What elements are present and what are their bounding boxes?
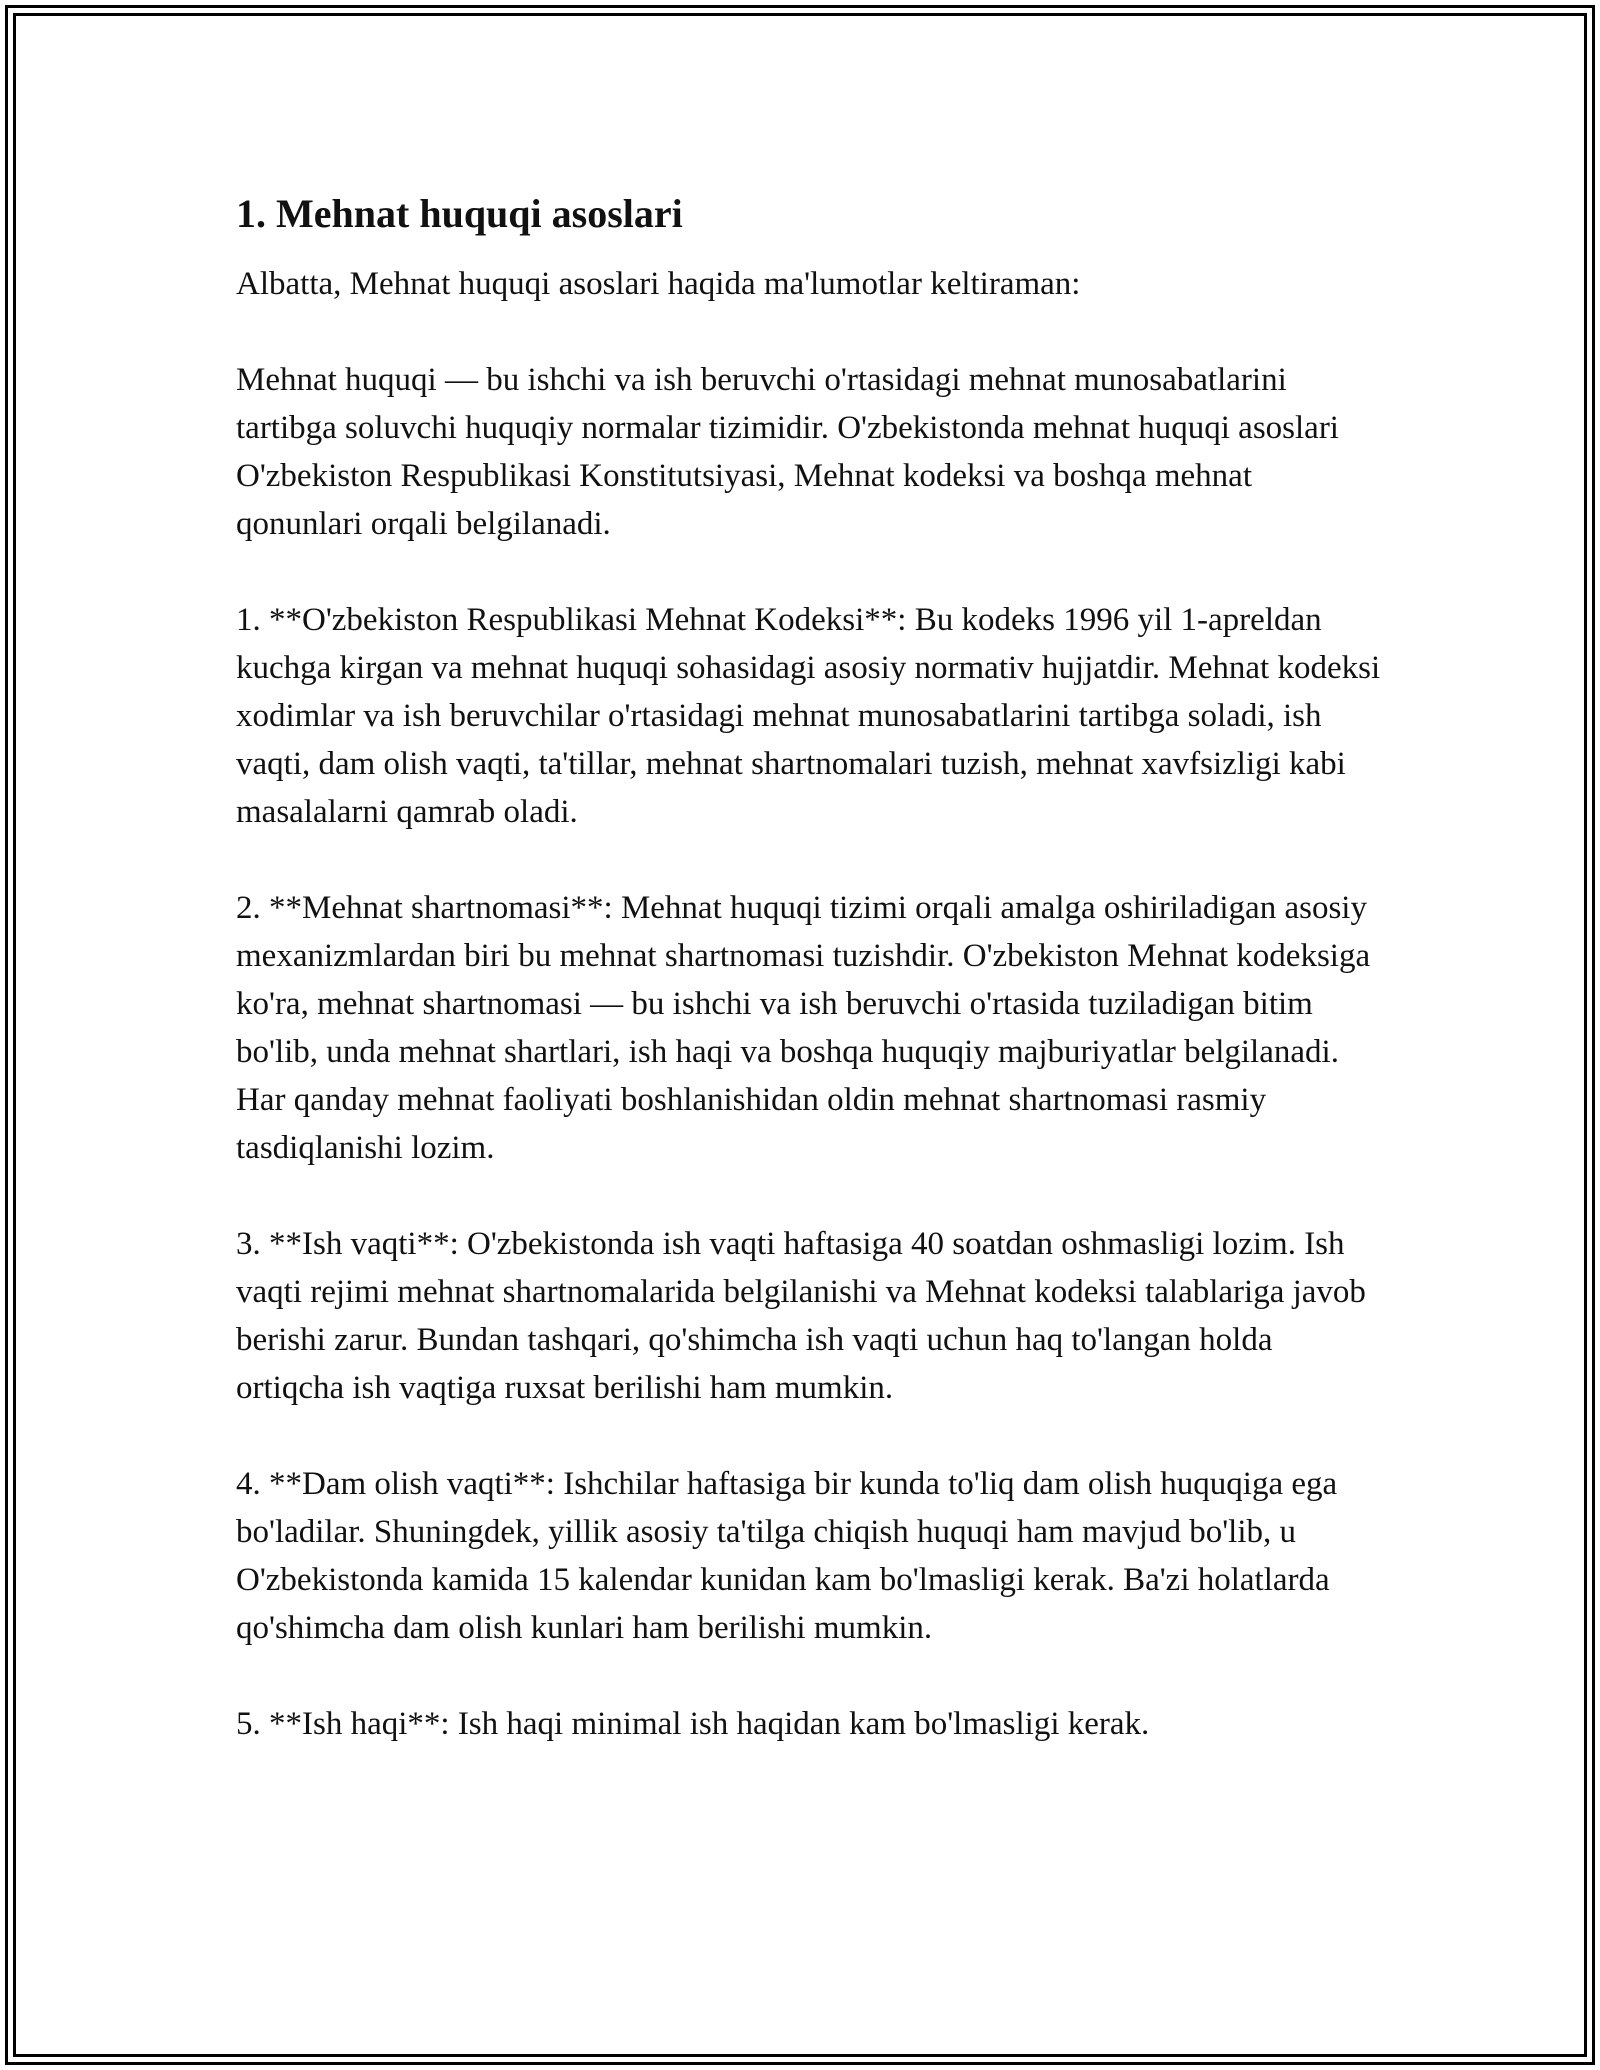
list-item-labor-code: 1. **O'zbekiston Respublikasi Mehnat Kodeksi**: Bu kodeks 1996 yil 1-apreldan kuchga kirgan va mehnat huquqi sohasidagi asosiy normativ hujjatdir. Mehnat kodeksi xodimlar va ish beruvchilar o'rtasidagi mehnat munosabatlarini tartibga soladi, ish vaqti, dam olish vaqti, ta'tillar, mehnat shartnomalari tuzish, mehnat xavfsizligi kabi masalalarni qamrab oladi. [236, 602, 1381, 830]
list-item-working-time: 3. **Ish vaqti**: O'zbekistonda ish vaqti haftasiga 40 soatdan oshmasligi lozim. Ish vaqti rejimi mehnat shartnomalarida belgilanishi va Mehnat kodeksi talablariga javob berishi zarur. Bundan tashqari, qo'shimcha ish vaqti uchun haq to'langan holda ortiqcha ish vaqtiga ruxsat berilishi ham mumkin. [236, 1226, 1366, 1406]
list-item-wages: 5. **Ish haqi**: Ish haqi minimal ish haqidan kam bo'lmasligi kerak. [236, 1706, 1150, 1742]
definition-paragraph: Mehnat huquqi — bu ishchi va ish beruvchi o'rtasidagi mehnat munosabatlarini tartibga soluvchi huquqiy normalar tizimidir. O'zbekistonda mehnat huquqi asoslari O'zbekiston Respublikasi Konstitutsiyasi, Mehnat kodeksi va boshqa mehnat qonunlari orqali belgilanadi. [236, 362, 1339, 542]
document-title: 1. Mehnat huquqi asoslari [236, 191, 683, 236]
document-body [236, 185, 1386, 1796]
list-item-labor-contract: 2. **Mehnat shartnomasi**: Mehnat huquqi tizimi orqali amalga oshiriladigan asosiy mexanizmlardan biri bu mehnat shartnomasi tuzishdir. O'zbekiston Mehnat kodeksiga ko'ra, mehnat shartnomasi — bu ishchi va ish beruvchi o'rtasida tuziladigan bitim bo'lib, unda mehnat shartlari, ish haqi va boshqa huquqiy majburiyatlar belgilanadi. Har qanday mehnat faoliyati boshlanishidan oldin mehnat shartnomasi rasmiy tasdiqlanishi lozim. [236, 890, 1371, 1166]
list-item-rest-time: 4. **Dam olish vaqti**: Ishchilar haftasiga bir kunda to'liq dam olish huquqiga ega bo'ladilar. Shuningdek, yillik asosiy ta'tilga chiqish huquqi ham mavjud bo'lib, u O'zbekistonda kamida 15 kalendar kunidan kam bo'lmasligi kerak. Ba'zi holatlarda qo'shimcha dam olish kunlari ham berilishi mumkin. [236, 1466, 1338, 1646]
intro-paragraph: Albatta, Mehnat huquqi asoslari haqida ma'lumotlar keltiraman: [236, 266, 1081, 302]
